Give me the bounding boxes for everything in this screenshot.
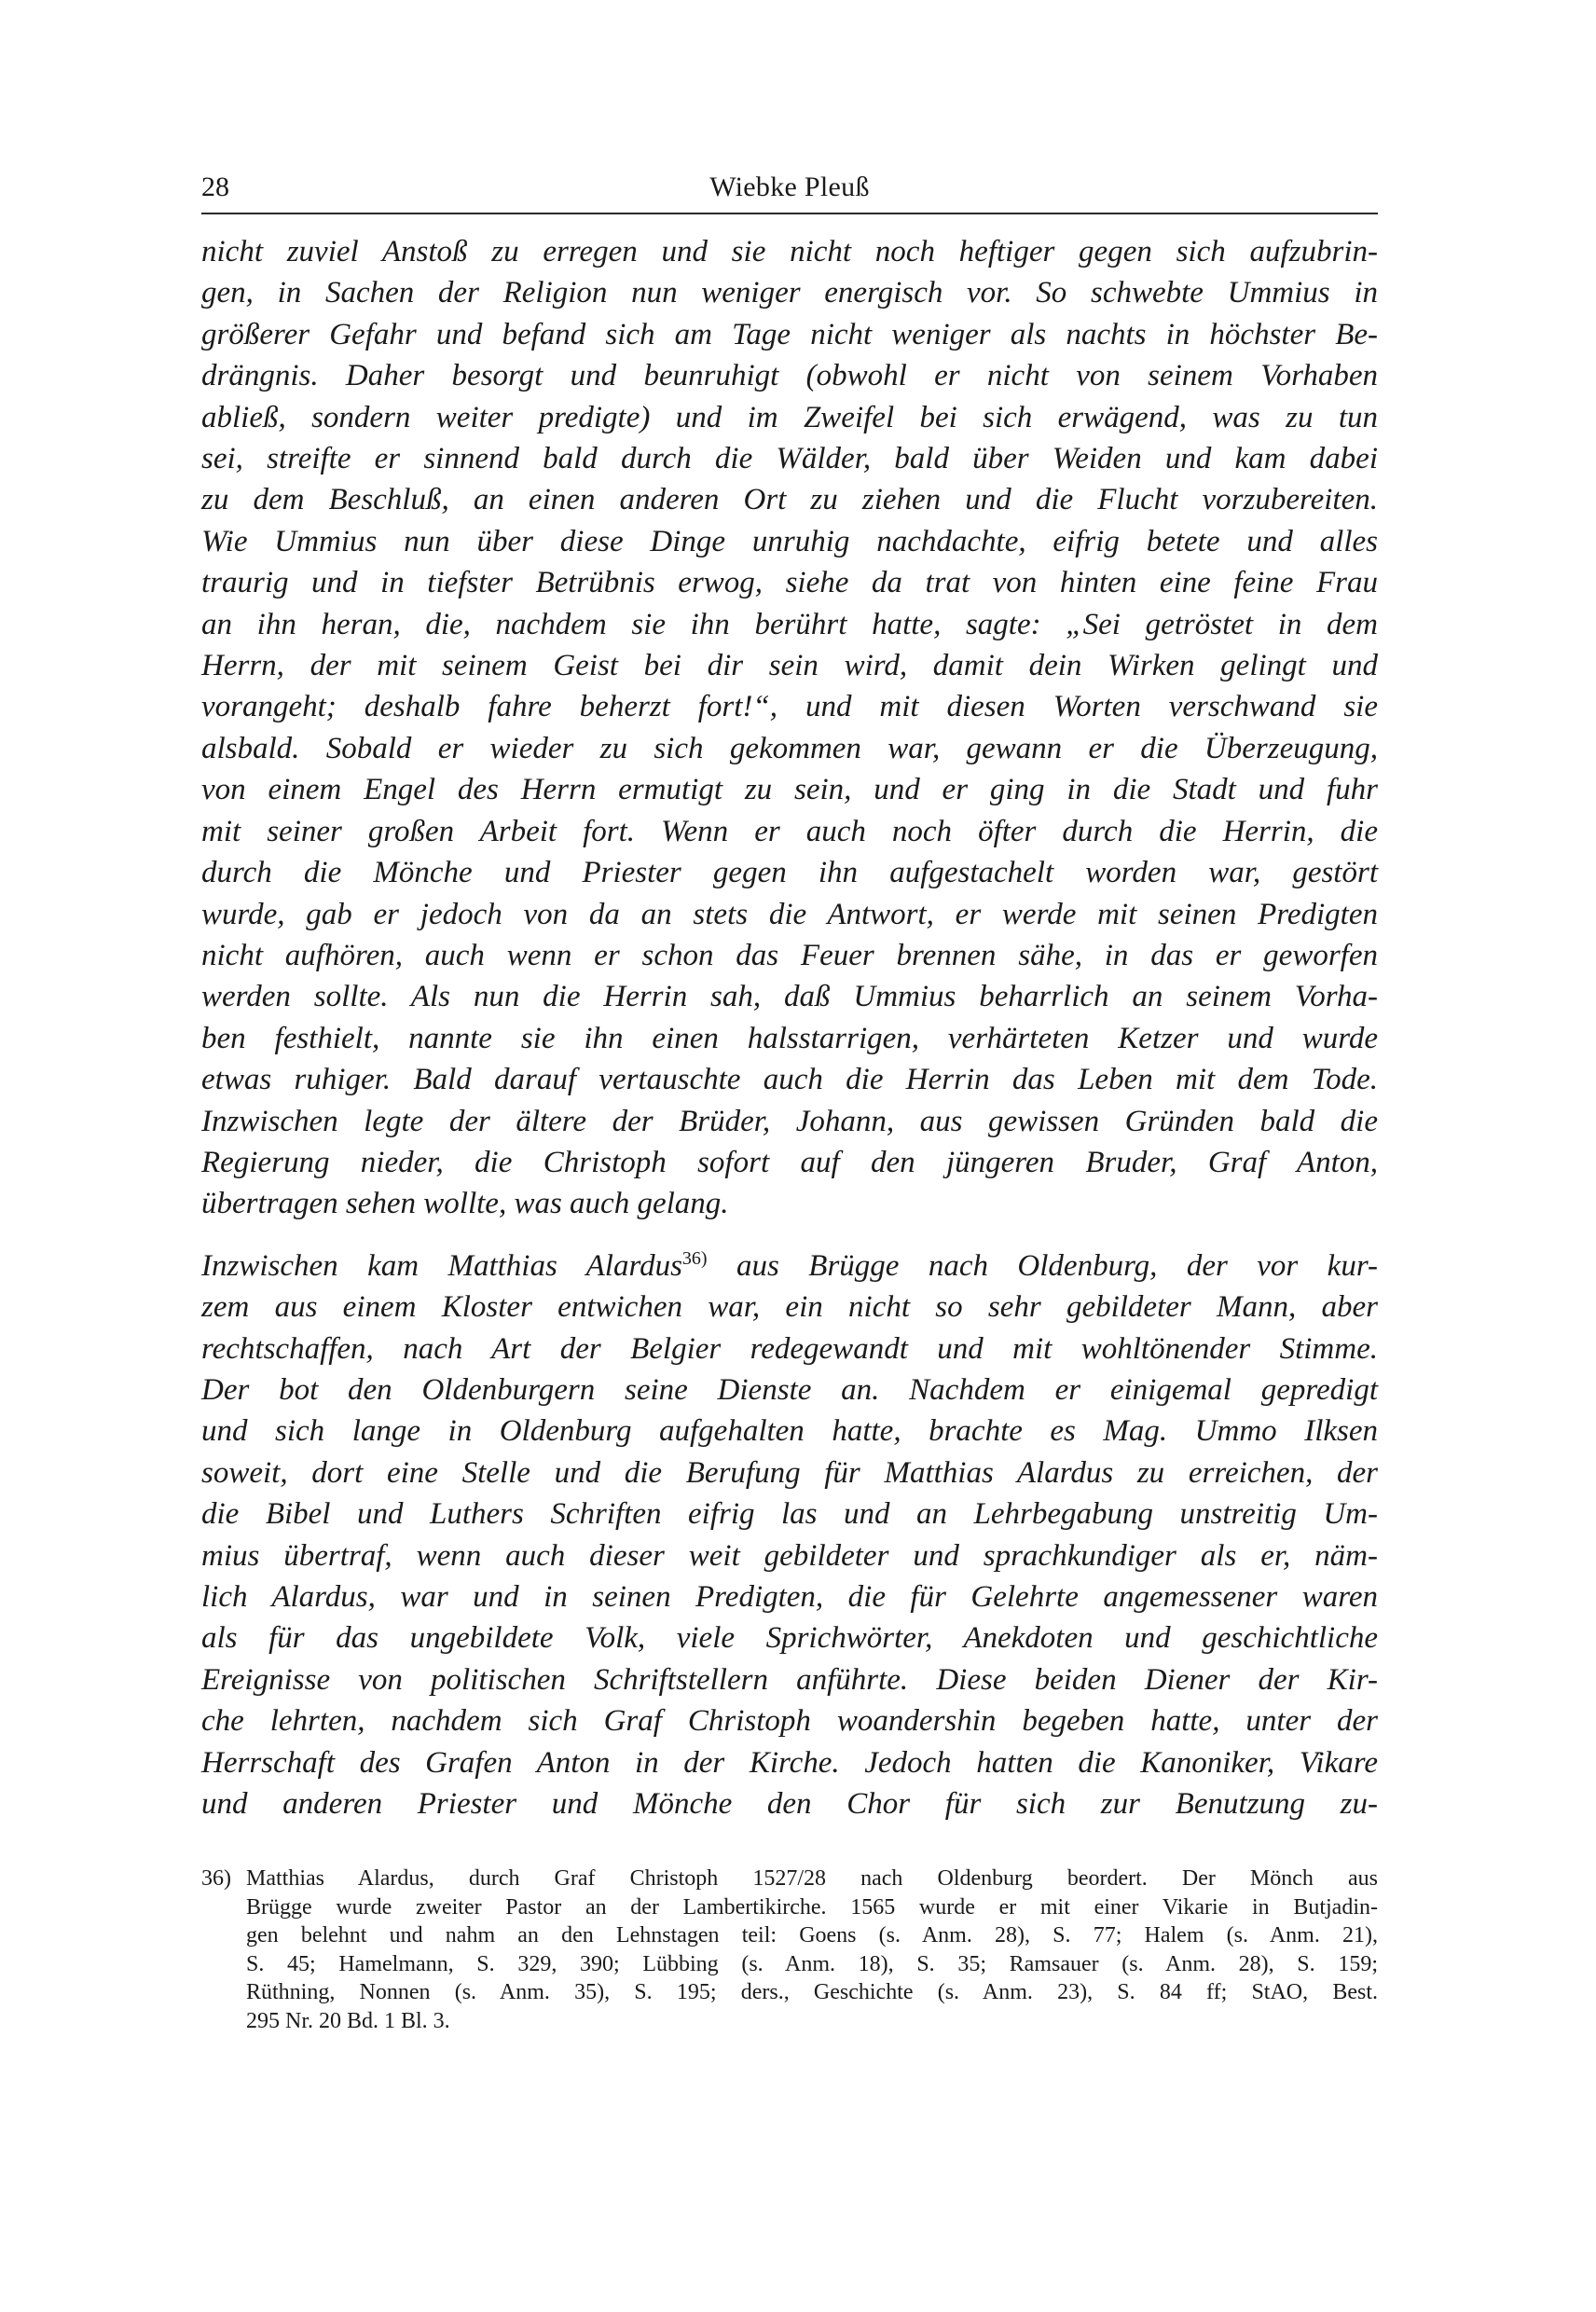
- text-line: werden sollte. Als nun die Herrin sah, daß Ummius beharrlich an seinem Vorha-: [201, 980, 1378, 1014]
- footnote-marker: 36): [201, 1866, 231, 1891]
- footnote-line: 295 Nr. 20 Bd. 1 Bl. 3.: [246, 2008, 450, 2033]
- text-line: an ihn heran, die, nachdem sie ihn berührt hatte, sagte: „Sei getröstet in dem: [201, 607, 1378, 641]
- body-text: [201, 231, 1378, 1824]
- text-line: als für das ungebildete Volk, viele Sprichwörter, Anekdoten und geschichtliche: [201, 1621, 1378, 1656]
- text-line: lich Alardus, war und in seinen Predigten, die für Gelehrte angemessener waren: [201, 1580, 1378, 1614]
- text-line: rechtschaffen, nach Art der Belgier redegewandt und mit wohltönender Stimme.: [201, 1331, 1378, 1366]
- text-line: ben festhielt, nannte sie ihn einen halsstarrigen, verhärteten Ketzer und wurde: [201, 1021, 1378, 1055]
- text-line: soweit, dort eine Stelle und die Berufung für Matthias Alardus zu erreichen, der: [201, 1455, 1378, 1490]
- text-line: [201, 1245, 1378, 1287]
- footnote-text: [246, 1865, 1378, 2035]
- text-line: alsbald. Sobald er wieder zu sich gekommen war, gewann er die Überzeugung,: [201, 731, 1378, 765]
- footnote-reference[interactable]: 36): [681, 1247, 708, 1269]
- text-fragment: aus Brügge nach Oldenburg, der vor kur-: [707, 1248, 1378, 1283]
- text-line: mius übertraf, wenn auch dieser weit gebildeter und sprachkundiger als er, näm-: [201, 1538, 1378, 1573]
- text-line: mit seiner großen Arbeit fort. Wenn er auch noch öfter durch die Herrin, die: [201, 814, 1378, 848]
- text-line: vorangeht; deshalb fahre beherzt fort!“, und mit diesen Worten verschwand sie: [201, 690, 1378, 724]
- running-head: Wiebke Pleuß: [709, 172, 870, 202]
- text-line: durch die Mönche und Priester gegen ihn aufgestachelt worden war, gestört: [201, 856, 1378, 890]
- text-line: größerer Gefahr und befand sich am Tage nicht weniger als nachts in höchster Be-: [201, 317, 1378, 351]
- footnote-36: [201, 1865, 1378, 2035]
- text-line: drängnis. Daher besorgt und beunruhigt (obwohl er nicht von seinem Vorhaben: [201, 359, 1378, 393]
- text-line: die Bibel und Luthers Schriften eifrig las und an Lehrbegabung unstreitig Um-: [201, 1497, 1378, 1532]
- text-line: nicht zuviel Anstoß zu erregen und sie nicht noch heftiger gegen sich aufzubrin-: [201, 235, 1378, 268]
- footnote-line: Rüthning, Nonnen (s. Anm. 35), S. 195; ders., Geschichte (s. Anm. 23), S. 84 ff; StAO, Best.: [246, 1980, 1378, 2004]
- text-line: zu dem Beschluß, an einen anderen Ort zu ziehen und die Flucht vorzubereiten.: [201, 483, 1378, 517]
- text-line: traurig und in tiefster Betrübnis erwog, siehe da trat von hinten eine feine Frau: [201, 566, 1378, 600]
- text-line: wurde, gab er jedoch von da an stets die Antwort, er werde mit seinen Predigten: [201, 897, 1378, 931]
- text-line: Regierung nieder, die Christoph sofort auf den jüngeren Bruder, Graf Anton,: [201, 1145, 1378, 1179]
- text-line: nicht aufhören, auch wenn er schon das Feuer brennen sähe, in das er geworfen: [201, 938, 1378, 972]
- footnote-line: S. 45; Hamelmann, S. 329, 390; Lübbing (s. Anm. 18), S. 35; Ramsauer (s. Anm. 28), S. 159;: [246, 1951, 1378, 1976]
- text-line: Herrschaft des Grafen Anton in der Kirche. Jedoch hatten die Kanoniker, Vikare: [201, 1745, 1378, 1780]
- text-line: Ereignisse von politischen Schriftstellern anführte. Diese beiden Diener der Kir-: [201, 1662, 1378, 1697]
- text-line: übertragen sehen wollte, was auch gelang.: [201, 1187, 729, 1221]
- page-header: [201, 166, 1378, 214]
- text-line: Herrn, der mit seinem Geist bei dir sein wird, damit dein Wirken gelingt und: [201, 649, 1378, 683]
- footnote-line: Brügge wurde zweiter Pastor an der Lambertikirche. 1565 wurde er mit einer Vikarie in Butjadin-: [246, 1894, 1378, 1920]
- footnote-line: gen belehnt und nahm an den Lehnstagen teil: Goens (s. Anm. 28), S. 77; Halem (s. Anm. 21),: [246, 1923, 1378, 1947]
- text-line: und anderen Priester und Mönche den Chor für sich zur Benutzung zu-: [201, 1787, 1378, 1822]
- text-line: Wie Ummius nun über diese Dinge unruhig nachdachte, eifrig betete und alles: [201, 524, 1378, 558]
- text-line: Der bot den Oldenburgern seine Dienste an. Nachdem er einigemal gepredigt: [201, 1372, 1378, 1407]
- text-line: sei, streifte er sinnend bald durch die Wälder, bald über Weiden und kam dabei: [201, 442, 1378, 476]
- text-line: etwas ruhiger. Bald darauf vertauschte auch die Herrin das Leben mit dem Tode.: [201, 1063, 1378, 1097]
- text-line: von einem Engel des Herrn ermutigt zu sein, und er ging in die Stadt und fuhr: [201, 773, 1378, 807]
- text-line: zem aus einem Kloster entwichen war, ein nicht so sehr gebildeter Mann, aber: [201, 1290, 1378, 1325]
- text-line: und sich lange in Oldenburg aufgehalten hatte, brachte es Mag. Ummo Ilksen: [201, 1414, 1378, 1449]
- text-line: che lehrten, nachdem sich Graf Christoph woandershin begeben hatte, unter der: [201, 1704, 1378, 1739]
- text-line: gen, in Sachen der Religion nun weniger energisch vor. So schwebte Ummius in: [201, 276, 1378, 310]
- text-fragment: Inzwischen kam Matthias Alardus: [201, 1248, 682, 1283]
- footnote-line: Matthias Alardus, durch Graf Christoph 1527/28 nach Oldenburg beordert. Der Mönch aus: [246, 1866, 1378, 1891]
- text-line: abließ, sondern weiter predigte) und im Zweifel bei sich erwägend, was zu tun: [201, 400, 1378, 434]
- text-line: Inzwischen legte der ältere der Brüder, Johann, aus gewissen Gründen bald die: [201, 1104, 1378, 1138]
- page-number: 28: [201, 172, 229, 202]
